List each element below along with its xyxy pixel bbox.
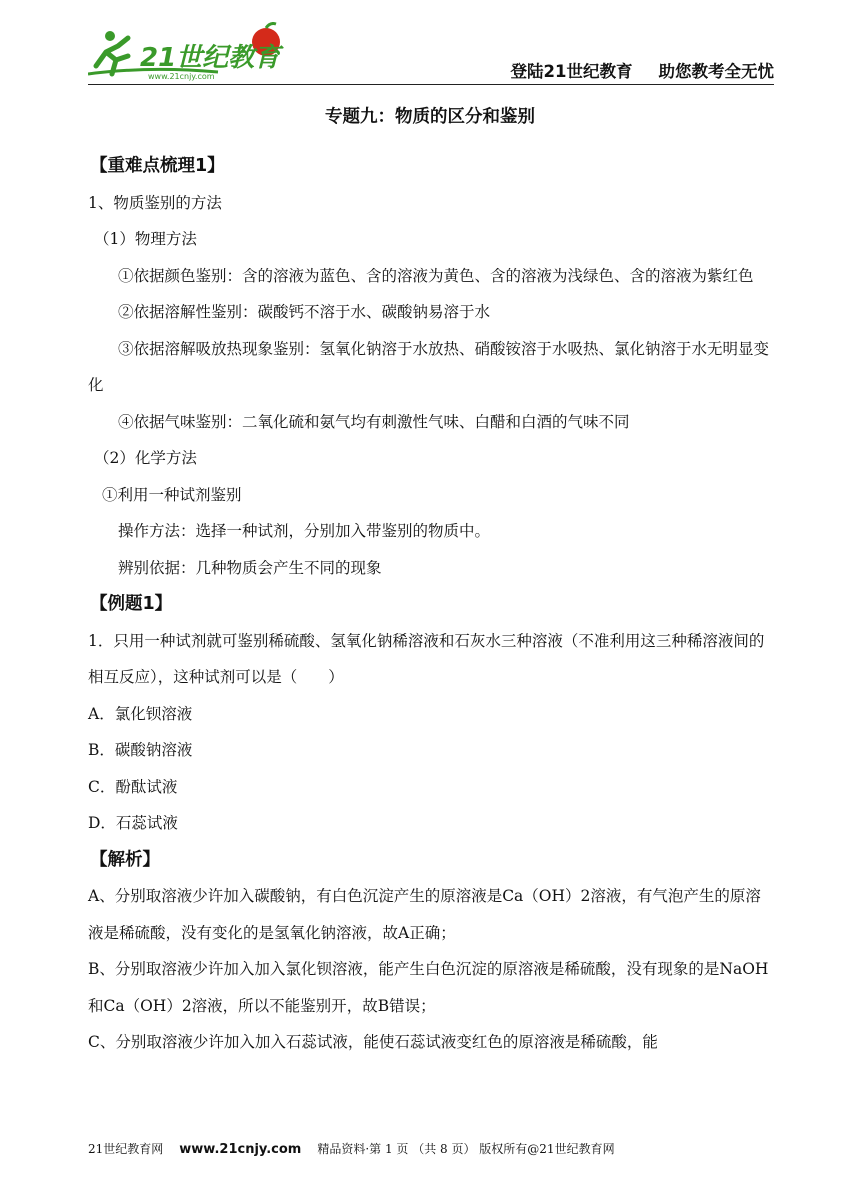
slogan-tagline: 助您教考全无忧 [658, 62, 774, 81]
page-header [88, 18, 774, 82]
paragraph: 1、物质鉴别的方法 [88, 193, 222, 212]
section-heading: 【例题1】 [90, 594, 173, 614]
slogan-login: 登陆21世纪教育 [510, 62, 633, 81]
footer-site-link[interactable]: www.21cnjy.com [179, 1142, 302, 1157]
paragraph: ④依据气味鉴别：二氧化硫和氨气均有刺激性气味、白醋和白酒的气味不同 [118, 412, 630, 431]
option-a: A．氯化钡溶液 [88, 704, 193, 723]
paragraph: （2）化学方法 [94, 449, 197, 467]
paragraph: ③依据溶解吸放热现象鉴别：氢氧化钠溶于水放热、硝酸铵溶于水吸热、氯化钠溶于水无明显变化 [88, 339, 770, 394]
svg-text:21世纪教育: 21世纪教育 [140, 43, 281, 73]
section-heading: 【解析】 [90, 849, 160, 870]
header-slogan [511, 58, 774, 82]
page-footer [88, 1140, 615, 1157]
analysis-paragraph: C、分别取溶液少许加入加入石蕊试液，能使石蕊试液变红色的原溶液是稀硫酸，能 [88, 1033, 658, 1051]
analysis-paragraph: B、分别取溶液少许加入加入氯化钡溶液，能产生白色沉淀的原溶液是稀硫酸，没有现象的是NaOH和Ca（OH）2溶液，所以不能鉴别开，故B错误； [88, 960, 769, 1015]
question-text: 1．只用一种试剂就可鉴别稀硫酸、氢氧化钠稀溶液和石灰水三种溶液（不准利用这三种稀溶液间的相互反应），这种试剂可以是（ ） [88, 631, 765, 686]
footer-right: 精品资料·第 1 页 （共 8 页） 版权所有@21世纪教育网 [317, 1142, 615, 1156]
option-b: B．碳酸钠溶液 [88, 741, 193, 759]
option-d: D．石蕊试液 [88, 814, 178, 832]
analysis-paragraph: A、分别取溶液少许加入碳酸钠，有白色沉淀产生的原溶液是Ca（OH）2溶液，有气泡产生的原溶液是稀硫酸，没有变化的是氢氧化钠溶液，故A正确； [88, 887, 761, 942]
document-body [88, 148, 776, 1061]
header-divider [88, 84, 774, 85]
paragraph: （1）物理方法 [94, 230, 197, 248]
option-c: C．酚酞试液 [88, 777, 178, 796]
section-heading: 【重难点梳理1】 [90, 156, 225, 176]
paragraph: ②依据溶解性鉴别：碳酸钙不溶于水、碳酸钠易溶于水 [118, 303, 491, 321]
page-title: 专题九：物质的区分和鉴别 [325, 107, 535, 127]
paragraph: ①利用一种试剂鉴别 [102, 485, 242, 504]
footer-left: 21世纪教育网 [88, 1142, 164, 1156]
svg-text:www.21cnjy.com: www.21cnjy.com [148, 72, 215, 81]
21cnjy-logo [88, 22, 288, 82]
paragraph: ①依据颜色鉴别：含的溶液为蓝色、含的溶液为黄色、含的溶液为浅绿色、含的溶液为紫红色 [118, 266, 754, 285]
paragraph: 操作方法：选择一种试剂，分别加入带鉴别的物质中。 [118, 522, 491, 540]
paragraph: 辨别依据：几种物质会产生不同的现象 [118, 558, 382, 577]
